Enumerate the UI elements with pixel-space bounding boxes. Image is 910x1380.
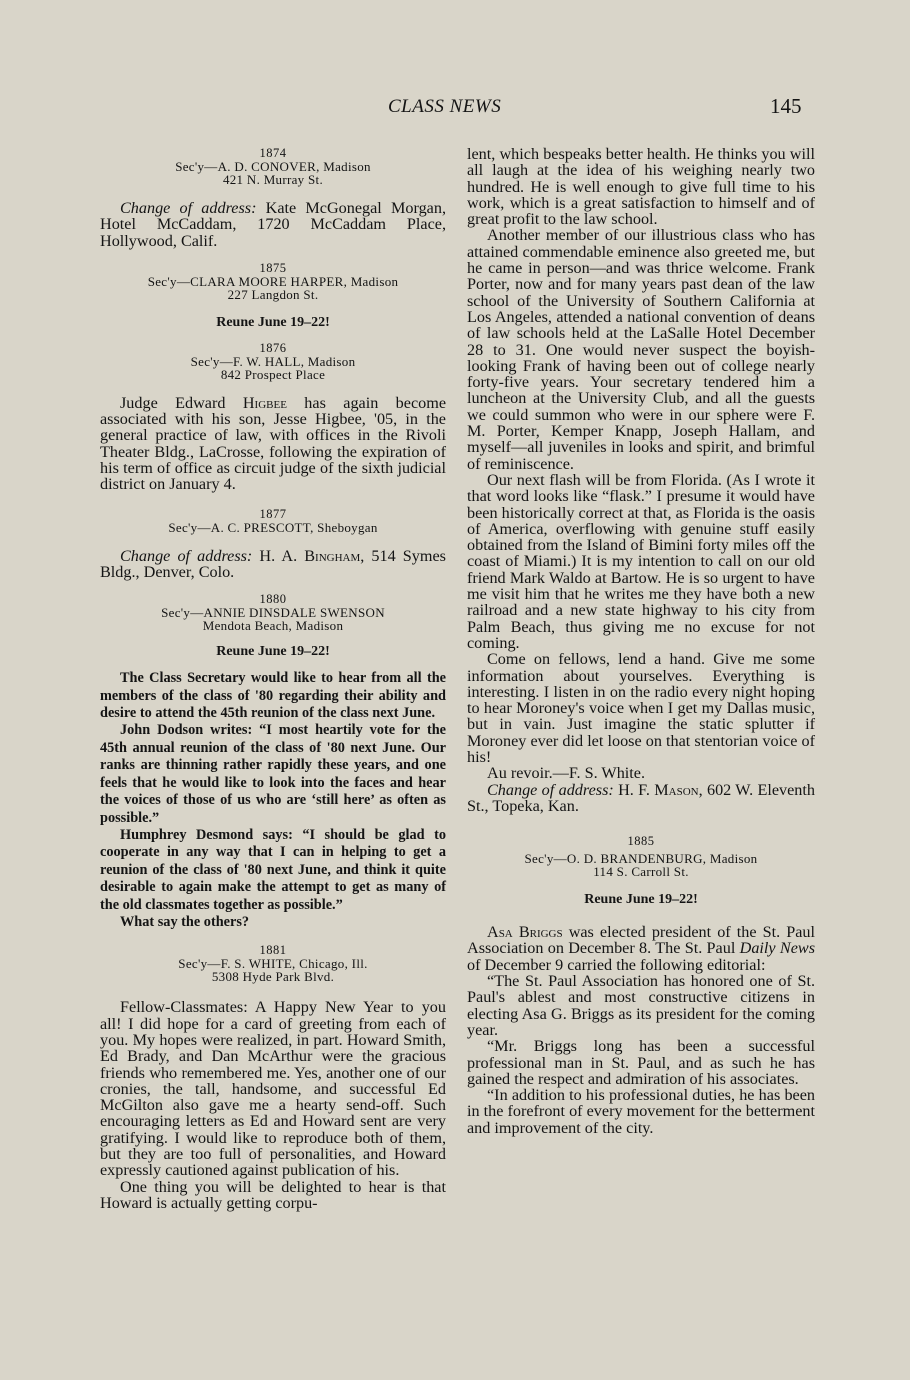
class-secretary: Sec'y—CLARA MOORE HARPER, Madison xyxy=(147,273,399,289)
news-paragraph: John Dodson writes: “I most heartily vote for the 45th annual reunion of the class of '80 next June. Our ranks are thinning rather rapidly these years, and one feels that he would like to look into the faces and hear the voices of those of us who are ‘still here’ as often as possible.” xyxy=(100,722,446,826)
change-of-address xyxy=(100,200,446,249)
class-year-heading: 1885 xyxy=(627,834,655,849)
change-of-address-text: Morgan, Hotel McCaddam, 1720 McCaddam Place, Hollywood, Calif. xyxy=(100,199,447,250)
change-of-address xyxy=(100,548,446,581)
class-secretary: Sec'y—A. D. CONOVER, Madison xyxy=(175,159,371,174)
alumnus-name: Mason xyxy=(654,780,699,799)
reunion-notice: Reune June 19–22! xyxy=(584,892,698,908)
running-header-title: CLASS NEWS xyxy=(388,96,502,117)
news-paragraph: One thing you will be delighted to hear is that Howard is actually getting corpu- xyxy=(100,1177,446,1212)
secretary-address: 227 Langdon St. xyxy=(227,286,319,302)
change-of-address-label: Change of address: xyxy=(120,546,253,565)
secretary-address: 842 Prospect Place xyxy=(220,366,326,382)
class-secretary: Sec'y—ANNIE DINSDALE SWENSON xyxy=(161,605,385,621)
alumnus-name: Kate McGonegal xyxy=(265,199,382,217)
right-column xyxy=(467,146,815,1136)
change-of-address-label: Change of address: xyxy=(120,199,257,217)
secretary-address: 5308 Hyde Park Blvd. xyxy=(211,969,335,985)
paragraph-text: Judge Edward xyxy=(120,393,243,412)
change-of-address-label: Change of address: xyxy=(487,780,614,799)
news-paragraph: “Mr. Briggs long has been a successful professional man in St. Paul, and as such he has gained the respect and admiration of his associates. xyxy=(467,1037,815,1088)
class-year-heading: 1877 xyxy=(259,506,287,521)
reunion-notice: Reune June 19–22! xyxy=(216,644,330,660)
secretary-address: 421 N. Murray St. xyxy=(222,172,324,187)
news-paragraph: Come on fellows, lend a hand. Give me some information about yourselves. Everything is interesting. I listen in on the radio every night hoping to hear Moroney's voice when I get my Dallas music, but in vain. Just imagine the static splutter if Moroney ever did let loose on that stentorian voice of his! xyxy=(467,650,815,766)
news-paragraph xyxy=(100,395,446,493)
left-column xyxy=(100,146,446,1211)
newspaper-title: Daily News xyxy=(739,939,815,958)
class-1880-news xyxy=(100,670,446,931)
class-year-heading: 1875 xyxy=(259,260,287,275)
secretary-address: Mendota Beach, Madison xyxy=(202,618,344,634)
paragraph-text: has again become associated with his son, Jesse Higbee, '05, in the general practice of law, with offices in the Rivoli Theater Bldg., LaCrosse, following the expiration of his term of office as circuit judge of the sixth judicial district on January 4. xyxy=(100,393,447,494)
news-paragraph: “In addition to his professional duties, he has been in the forefront of every movement for the betterment and improvement of the city. xyxy=(467,1086,815,1137)
class-year-heading: 1881 xyxy=(259,943,287,958)
page-number: 145 xyxy=(770,94,802,118)
news-paragraph: Fellow-Classmates: A Happy New Year to you all! I did hope for a card of greeting from each of you. My hopes were realized, in part. Howard Smith, Ed Brady, and Dan McArthur were the gracious friends who remembered me. Yes, another one of our cronies, the tall, handsome, and successful Ed McGilton also gave me a hearty send-off. Such encouraging letters as Ed and Howard sent are very gratifying. I would like to reproduce both of them, but they are too full of personalities, and Howard expressly cautioned against publication of his. xyxy=(100,998,446,1180)
alumnus-name: Asa Briggs xyxy=(487,923,563,942)
class-1877-section xyxy=(100,507,446,581)
class-secretary: Sec'y—O. D. BRANDENBURG, Madison xyxy=(524,851,758,867)
news-paragraph: Humphrey Desmond says: “I should be glad to cooperate in any way that I can in helping to get a reunion of the class of '80 next June, and think it quite desirable to again make the attempt to get as many of the old classmates together as possible.” xyxy=(100,826,446,913)
class-1876-section xyxy=(100,341,446,493)
news-paragraph: lent, which bespeaks better health. He thinks you will all laugh at the idea of his weighing nearly two hundred. He is well enough to give full time to his work, which is a great satisfaction to himself and of great profit to the law school. xyxy=(467,145,815,229)
change-of-address xyxy=(467,782,815,815)
alumnus-name: Higbee xyxy=(242,393,287,412)
news-paragraph: The Class Secretary would like to hear from all the members of the class of '80 regarding their ability and desire to attend the 45th reunion of the class next June. xyxy=(100,670,446,722)
class-year-heading: 1874 xyxy=(259,146,287,160)
paragraph-text: was elected president of the St. Paul Association on December 8. The St. Paul xyxy=(467,923,815,958)
class-1874-section xyxy=(100,146,446,249)
change-of-address-text: , 602 W. Eleventh St., Topeka, Kan. xyxy=(467,780,815,815)
change-of-address-text: H. A. xyxy=(252,546,305,565)
secretary-address: 114 S. Carroll St. xyxy=(593,864,689,880)
news-paragraph xyxy=(467,924,815,973)
news-paragraph: What say the others? xyxy=(120,913,250,930)
signoff: Au revoir.—F. S. White. xyxy=(487,764,646,783)
class-1880-section xyxy=(100,592,446,931)
change-of-address-text: , 514 Symes Bldg., Denver, Colo. xyxy=(100,546,446,581)
class-1875-section xyxy=(100,261,446,331)
news-paragraph: “The St. Paul Association has honored one of St. Paul's ablest and most constructive citizens in electing Asa G. Briggs as its president for the coming year. xyxy=(467,972,815,1039)
class-1881-section xyxy=(100,943,446,1211)
alumnus-name: Bingham xyxy=(304,546,361,565)
class-secretary: Sec'y—F. S. WHITE, Chicago, Ill. xyxy=(178,956,368,972)
change-of-address-text: H. F. xyxy=(613,780,655,799)
class-year-heading: 1876 xyxy=(259,340,287,355)
news-paragraph: Our next flash will be from Florida. (As I wrote it that word looks like “flask.” I presume it would have been historically correct at that, as Florida is the oasis of America, overflowing with genuine stuff easily obtained from the Island of Bimini forty miles off the coast of Miami.) It is my intention to call on our old friend Mark Waldo at Bartow. He is so urgent to have me visit him that he writes me they have both a new railroad and a new state highway to his city from Palm Beach, thus giving me no excuse for not coming. xyxy=(467,470,815,652)
class-year-heading: 1880 xyxy=(259,592,287,607)
news-paragraph: Another member of our illustrious class who has attained commendable eminence also greeted me, but he came in person—and was thrice welcome. Frank Porter, now and for many years past dean of the law school of the University of Southern California at Los Angeles, attended a national convention of deans of law schools held at the LaSalle Hotel December 28 to 31. One would never suspect the boyish-looking Frank of having been out of college nearly forty-five years. Your secretary tendered him a luncheon at the University Club, and all the guests we could summon who were in our sphere were F. M. Porter, Kemper Knapp, Joseph Hallam, and myself—all juveniles in looks and spirit, and brimful of reminiscence. xyxy=(467,226,815,473)
paragraph-text: of December 9 carried the following editorial: xyxy=(467,955,766,974)
reunion-notice: Reune June 19–22! xyxy=(216,314,330,330)
class-secretary: Sec'y—A. C. PRESCOTT, Sheboygan xyxy=(168,519,378,535)
class-secretary: Sec'y—F. W. HALL, Madison xyxy=(190,353,356,369)
class-1885-section xyxy=(467,834,815,1136)
